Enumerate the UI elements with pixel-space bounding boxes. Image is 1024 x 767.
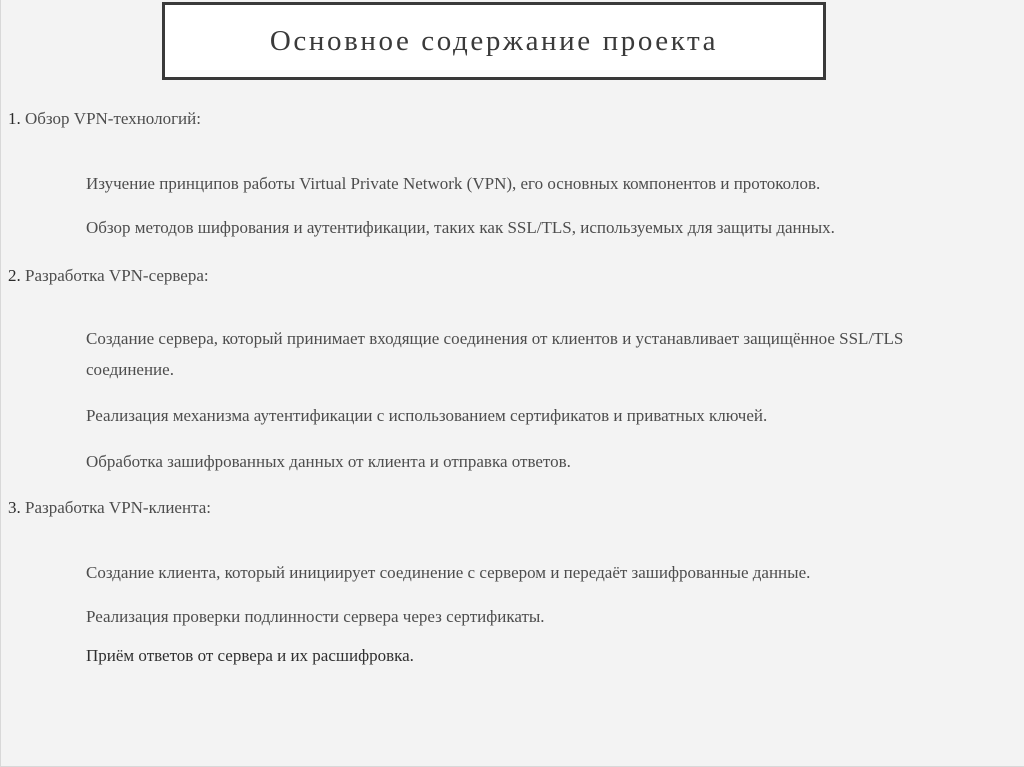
section-heading-text: Разработка VPN-клиента:	[20, 498, 211, 517]
list-item: Создание сервера, который принимает входящие соединения от клиентов и устанавливает защищённое SSL/TLS соединение.	[86, 329, 904, 379]
section-number: 1.	[8, 109, 21, 128]
section-heading-text: Обзор VPN-технологий:	[20, 109, 201, 128]
list-item: Реализация проверки подлинности сервера через сертификаты.	[86, 607, 545, 626]
section-heading-vpn-server	[8, 266, 209, 286]
section-heading-vpn-overview	[8, 109, 201, 129]
list-item: Реализация механизма аутентификации с использованием сертификатов и приватных ключей.	[86, 406, 768, 425]
section-heading-text: Разработка VPN-сервера:	[20, 266, 209, 285]
slide-title: Основное содержание проекта	[269, 24, 719, 57]
section-heading-vpn-client	[8, 498, 211, 518]
list-item: Обзор методов шифрования и аутентификации, таких как SSL/TLS, используемых для защиты данных.	[86, 218, 835, 237]
list-item: Создание клиента, который инициирует соединение с сервером и передаёт зашифрованные данные.	[86, 563, 811, 582]
section-number: 2.	[8, 266, 21, 285]
list-item: Обработка зашифрованных данных от клиента и отправка ответов.	[86, 452, 571, 471]
list-item: Приём ответов от сервера и их расшифровка.	[86, 646, 414, 665]
section-number: 3.	[8, 498, 21, 517]
list-item: Изучение принципов работы Virtual Private Network (VPN), его основных компонентов и протоколов.	[86, 174, 821, 193]
